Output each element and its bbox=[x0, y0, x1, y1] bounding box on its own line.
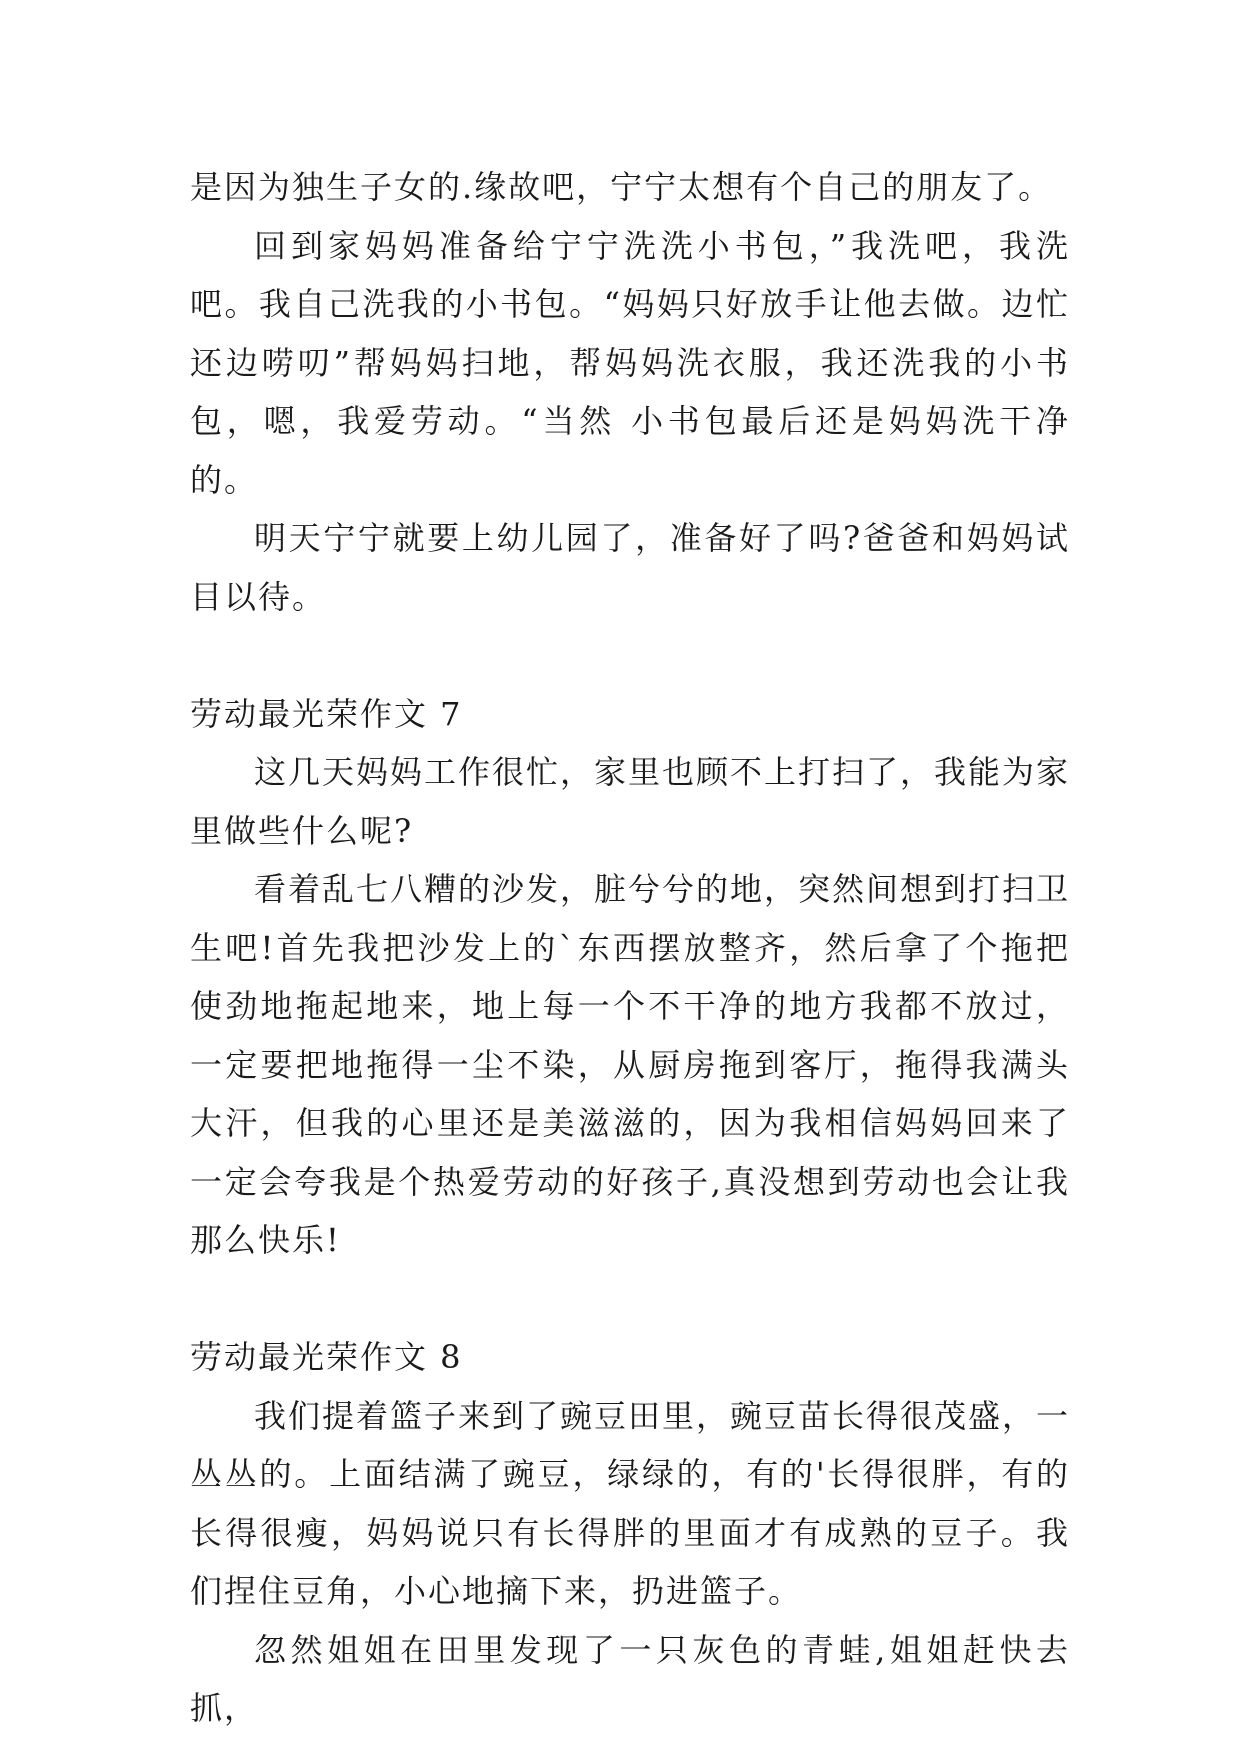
section-7-paragraph-1: 这几天妈妈工作很忙，家里也顾不上打扫了，我能为家里做些什么呢? bbox=[190, 753, 1071, 850]
document-body bbox=[190, 158, 1070, 1738]
section-8-paragraph-1: 我们提着篮子来到了豌豆田里，豌豆苗长得很茂盛，一丛丛的。上面结满了豌豆，绿绿的，有的'长得很胖，有的长得很瘦，妈妈说只有长得胖的里面才有成熟的豆子。我们捏住豆角，小心地摘下来，扔进篮子。 bbox=[190, 1396, 1071, 1610]
section-7-paragraph-2: 看着乱七八糟的沙发，脏兮兮的地，突然间想到打扫卫生吧!首先我把沙发上的`东西摆放整齐，然后拿了个拖把使劲地拖起地来，地上每一个不干净的地方我都不放过，一定要把地拖得一尘不染，从厨房拖到客厅，拖得我满头大汗，但我的心里还是美滋滋的，因为我相信妈妈回来了一定会夸我是个热爱劳动的好孩子,真没想到劳动也会让我那么快乐! bbox=[190, 870, 1071, 1259]
section-8-title: 劳动最光荣作文 8 bbox=[190, 1338, 463, 1376]
section-7-title: 劳动最光荣作文 7 bbox=[190, 694, 463, 733]
section-8-paragraph-2: 忽然姐姐在田里发现了一只灰色的青蛙,姐姐赶快去抓， bbox=[190, 1630, 1070, 1727]
paragraph-schoolbag: 回到家妈妈准备给宁宁洗洗小书包，”我洗吧，我洗吧。我自己洗我的小书包。“妈妈只好放手让他去做。边忙还边唠叨”帮妈妈扫地，帮妈妈洗衣服，我还洗我的小书包，嗯，我爱劳动。“当然 小书包最后还是妈妈洗干净的。 bbox=[190, 226, 1070, 499]
paragraph-continuation: 是因为独生子女的.缘故吧，宁宁太想有个自己的朋友了。 bbox=[190, 168, 1053, 206]
section-gap bbox=[190, 626, 1070, 685]
section-gap bbox=[190, 1270, 1070, 1329]
paragraph-kindergarten: 明天宁宁就要上幼儿园了，准备好了吗?爸爸和妈妈试目以待。 bbox=[190, 519, 1070, 616]
